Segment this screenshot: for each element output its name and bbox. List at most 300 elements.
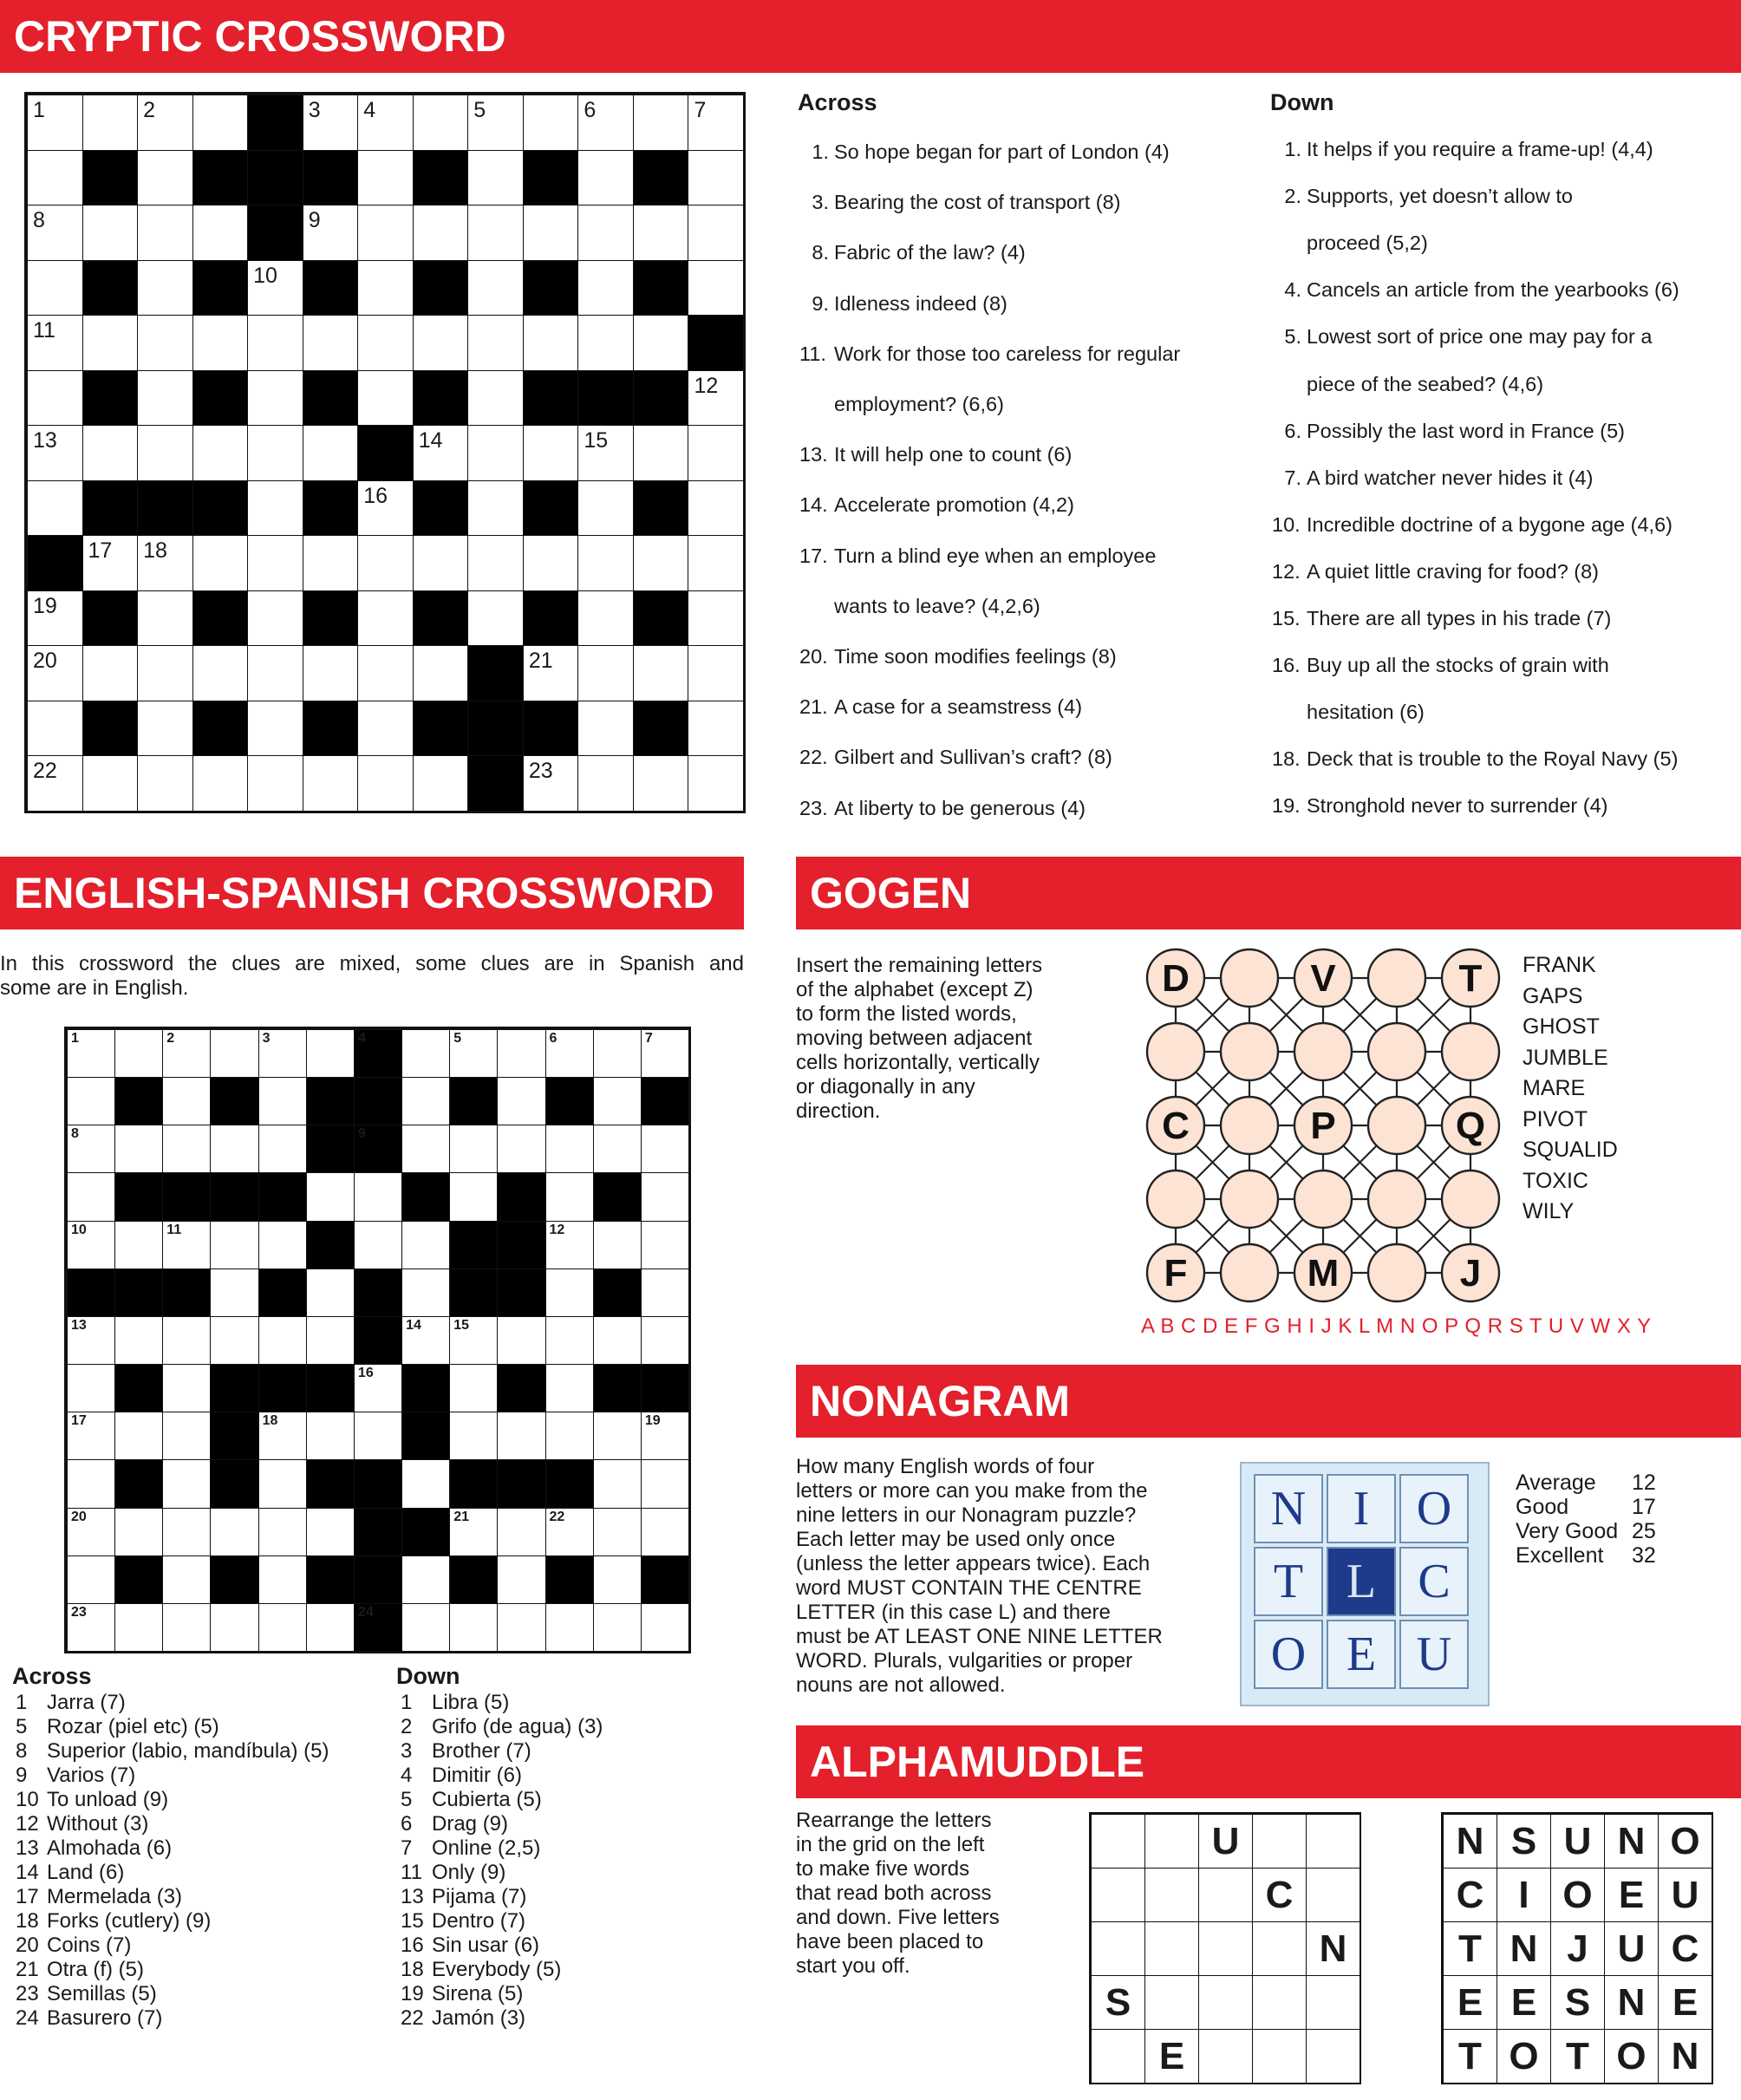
- spanish-cell[interactable]: [354, 1172, 402, 1221]
- spanish-cell[interactable]: [162, 1459, 211, 1508]
- alphamuddle-right-cell[interactable]: [1604, 1975, 1659, 2030]
- cryptic-cell[interactable]: [413, 645, 469, 701]
- spanish-cell[interactable]: [545, 1029, 594, 1078]
- alphamuddle-left-cell[interactable]: [1252, 1975, 1307, 2030]
- cryptic-cell[interactable]: [137, 425, 193, 481]
- cryptic-cell[interactable]: [27, 150, 83, 206]
- spanish-cell[interactable]: [67, 1125, 115, 1173]
- spanish-cell[interactable]: [67, 1459, 115, 1508]
- spanish-cell[interactable]: [401, 1268, 450, 1317]
- spanish-cell[interactable]: [593, 1125, 642, 1173]
- spanish-cell[interactable]: [162, 1412, 211, 1460]
- cryptic-cell[interactable]: [577, 205, 634, 261]
- spanish-cell[interactable]: [449, 1316, 498, 1365]
- spanish-cell[interactable]: [497, 1077, 545, 1125]
- cryptic-cell[interactable]: [633, 535, 689, 591]
- cryptic-cell[interactable]: [688, 205, 744, 261]
- cryptic-cell[interactable]: [633, 645, 689, 701]
- spanish-cell[interactable]: [449, 1125, 498, 1173]
- spanish-cell[interactable]: [593, 1077, 642, 1125]
- cryptic-cell[interactable]: [523, 535, 579, 591]
- cryptic-cell[interactable]: [137, 260, 193, 316]
- cryptic-cell[interactable]: [27, 315, 83, 371]
- cryptic-cell[interactable]: [523, 315, 579, 371]
- alphamuddle-left-cell[interactable]: [1144, 1814, 1199, 1868]
- cryptic-cell[interactable]: [688, 701, 744, 757]
- alphamuddle-left-cell[interactable]: [1198, 1921, 1253, 1976]
- spanish-cell[interactable]: [401, 1077, 450, 1125]
- alphamuddle-right-cell[interactable]: [1443, 1868, 1497, 1922]
- cryptic-cell[interactable]: [467, 205, 524, 261]
- cryptic-cell[interactable]: [688, 425, 744, 481]
- spanish-cell[interactable]: [258, 1125, 307, 1173]
- spanish-cell[interactable]: [449, 1029, 498, 1078]
- cryptic-cell[interactable]: [357, 645, 414, 701]
- spanish-cell[interactable]: [401, 1603, 450, 1652]
- spanish-cell[interactable]: [449, 1412, 498, 1460]
- cryptic-cell[interactable]: [247, 370, 303, 427]
- cryptic-cell[interactable]: [357, 95, 414, 151]
- alphamuddle-right-cell[interactable]: [1658, 1868, 1712, 1922]
- alphamuddle-right-cell[interactable]: [1550, 1975, 1605, 2030]
- alphamuddle-right-cell[interactable]: [1496, 1814, 1551, 1868]
- alphamuddle-left-cell[interactable]: [1306, 1814, 1360, 1868]
- nonagram-centre-cell[interactable]: [1327, 1547, 1396, 1616]
- cryptic-cell[interactable]: [688, 590, 744, 647]
- spanish-cell[interactable]: [114, 1316, 163, 1365]
- gogen-cell[interactable]: [1221, 1171, 1278, 1228]
- spanish-cell[interactable]: [593, 1555, 642, 1604]
- nonagram-cell[interactable]: [1254, 1547, 1323, 1616]
- cryptic-cell[interactable]: [357, 315, 414, 371]
- cryptic-cell[interactable]: [688, 755, 744, 812]
- cryptic-cell[interactable]: [467, 315, 524, 371]
- spanish-cell[interactable]: [162, 1508, 211, 1556]
- cryptic-cell[interactable]: [137, 370, 193, 427]
- spanish-cell[interactable]: [593, 1459, 642, 1508]
- cryptic-cell[interactable]: [82, 425, 139, 481]
- cryptic-cell[interactable]: [413, 315, 469, 371]
- cryptic-cell[interactable]: [523, 95, 579, 151]
- cryptic-cell[interactable]: [247, 480, 303, 537]
- spanish-cell[interactable]: [593, 1221, 642, 1269]
- cryptic-cell[interactable]: [523, 205, 579, 261]
- cryptic-cell[interactable]: [357, 260, 414, 316]
- cryptic-cell[interactable]: [577, 535, 634, 591]
- cryptic-cell[interactable]: [247, 590, 303, 647]
- cryptic-cell[interactable]: [577, 260, 634, 316]
- cryptic-cell[interactable]: [633, 425, 689, 481]
- spanish-cell[interactable]: [162, 1316, 211, 1365]
- gogen-cell[interactable]: [1442, 1171, 1499, 1228]
- alphamuddle-left-cell[interactable]: [1198, 1814, 1253, 1868]
- spanish-cell[interactable]: [306, 1172, 355, 1221]
- spanish-cell[interactable]: [258, 1555, 307, 1604]
- gogen-cell[interactable]: [1221, 949, 1278, 1007]
- alphamuddle-right-cell[interactable]: [1658, 1814, 1712, 1868]
- spanish-cell[interactable]: [162, 1364, 211, 1412]
- spanish-cell[interactable]: [210, 1029, 258, 1078]
- spanish-cell[interactable]: [114, 1603, 163, 1652]
- spanish-cell[interactable]: [641, 1172, 689, 1221]
- spanish-cell[interactable]: [545, 1603, 594, 1652]
- alphamuddle-left-cell[interactable]: [1306, 1868, 1360, 1922]
- spanish-cell[interactable]: [641, 1412, 689, 1460]
- spanish-cell[interactable]: [401, 1029, 450, 1078]
- alphamuddle-left-cell[interactable]: [1144, 1868, 1199, 1922]
- cryptic-cell[interactable]: [137, 535, 193, 591]
- alphamuddle-right-cell[interactable]: [1658, 1921, 1712, 1976]
- spanish-cell[interactable]: [114, 1029, 163, 1078]
- alphamuddle-right-cell[interactable]: [1550, 1814, 1605, 1868]
- alphamuddle-left-cell[interactable]: [1198, 1975, 1253, 2030]
- alphamuddle-right-cell[interactable]: [1496, 1921, 1551, 1976]
- cryptic-cell[interactable]: [633, 95, 689, 151]
- cryptic-cell[interactable]: [247, 425, 303, 481]
- cryptic-cell[interactable]: [523, 425, 579, 481]
- spanish-cell[interactable]: [306, 1316, 355, 1365]
- cryptic-cell[interactable]: [633, 205, 689, 261]
- alphamuddle-right-cell[interactable]: [1496, 1975, 1551, 2030]
- spanish-cell[interactable]: [449, 1603, 498, 1652]
- cryptic-cell[interactable]: [467, 260, 524, 316]
- cryptic-cell[interactable]: [303, 315, 359, 371]
- alphamuddle-right-cell[interactable]: [1604, 1921, 1659, 1976]
- cryptic-cell[interactable]: [577, 701, 634, 757]
- alphamuddle-left-cell[interactable]: [1144, 2029, 1199, 2084]
- spanish-cell[interactable]: [545, 1268, 594, 1317]
- spanish-cell[interactable]: [306, 1029, 355, 1078]
- alphamuddle-left-cell[interactable]: [1252, 1814, 1307, 1868]
- cryptic-cell[interactable]: [577, 755, 634, 812]
- nonagram-cell[interactable]: [1327, 1620, 1396, 1689]
- spanish-cell[interactable]: [401, 1221, 450, 1269]
- cryptic-cell[interactable]: [688, 645, 744, 701]
- cryptic-cell[interactable]: [137, 205, 193, 261]
- cryptic-cell[interactable]: [27, 701, 83, 757]
- cryptic-cell[interactable]: [137, 315, 193, 371]
- spanish-cell[interactable]: [354, 1221, 402, 1269]
- spanish-cell[interactable]: [306, 1268, 355, 1317]
- cryptic-cell[interactable]: [357, 480, 414, 537]
- spanish-cell[interactable]: [258, 1459, 307, 1508]
- cryptic-cell[interactable]: [357, 535, 414, 591]
- spanish-cell[interactable]: [114, 1125, 163, 1173]
- cryptic-cell[interactable]: [82, 645, 139, 701]
- cryptic-cell[interactable]: [27, 425, 83, 481]
- spanish-cell[interactable]: [67, 1555, 115, 1604]
- cryptic-cell[interactable]: [633, 315, 689, 371]
- spanish-cell[interactable]: [162, 1125, 211, 1173]
- alphamuddle-left-cell[interactable]: [1252, 1921, 1307, 1976]
- cryptic-cell[interactable]: [467, 590, 524, 647]
- spanish-cell[interactable]: [162, 1555, 211, 1604]
- spanish-cell[interactable]: [401, 1555, 450, 1604]
- gogen-cell[interactable]: [1294, 1023, 1352, 1080]
- cryptic-cell[interactable]: [27, 370, 83, 427]
- cryptic-cell[interactable]: [27, 755, 83, 812]
- alphamuddle-left-cell[interactable]: [1306, 1975, 1360, 2030]
- spanish-cell[interactable]: [258, 1412, 307, 1460]
- spanish-cell[interactable]: [67, 1364, 115, 1412]
- spanish-cell[interactable]: [497, 1508, 545, 1556]
- cryptic-cell[interactable]: [137, 590, 193, 647]
- alphamuddle-right-cell[interactable]: [1443, 2029, 1497, 2084]
- spanish-cell[interactable]: [67, 1508, 115, 1556]
- cryptic-cell[interactable]: [577, 425, 634, 481]
- cryptic-cell[interactable]: [192, 95, 249, 151]
- cryptic-cell[interactable]: [137, 150, 193, 206]
- cryptic-cell[interactable]: [247, 260, 303, 316]
- cryptic-cell[interactable]: [357, 701, 414, 757]
- spanish-cell[interactable]: [545, 1172, 594, 1221]
- spanish-cell[interactable]: [449, 1364, 498, 1412]
- cryptic-cell[interactable]: [688, 260, 744, 316]
- alphamuddle-left-cell[interactable]: [1091, 1868, 1145, 1922]
- spanish-cell[interactable]: [641, 1316, 689, 1365]
- spanish-cell[interactable]: [545, 1364, 594, 1412]
- spanish-cell[interactable]: [210, 1268, 258, 1317]
- cryptic-cell[interactable]: [303, 755, 359, 812]
- cryptic-cell[interactable]: [467, 425, 524, 481]
- nonagram-cell[interactable]: [1254, 1620, 1323, 1689]
- cryptic-cell[interactable]: [357, 150, 414, 206]
- nonagram-cell[interactable]: [1327, 1474, 1396, 1543]
- cryptic-cell[interactable]: [82, 205, 139, 261]
- nonagram-cell[interactable]: [1399, 1620, 1469, 1689]
- alphamuddle-right-cell[interactable]: [1604, 2029, 1659, 2084]
- cryptic-cell[interactable]: [577, 590, 634, 647]
- spanish-cell[interactable]: [497, 1029, 545, 1078]
- gogen-cell[interactable]: [1221, 1023, 1278, 1080]
- alphamuddle-left-cell[interactable]: [1091, 2029, 1145, 2084]
- alphamuddle-left-cell[interactable]: [1252, 2029, 1307, 2084]
- spanish-cell[interactable]: [114, 1508, 163, 1556]
- cryptic-cell[interactable]: [82, 315, 139, 371]
- spanish-cell[interactable]: [258, 1316, 307, 1365]
- alphamuddle-left-cell[interactable]: [1198, 1868, 1253, 1922]
- spanish-cell[interactable]: [67, 1029, 115, 1078]
- spanish-cell[interactable]: [641, 1459, 689, 1508]
- spanish-cell[interactable]: [210, 1603, 258, 1652]
- gogen-cell[interactable]: [1221, 1244, 1278, 1301]
- spanish-cell[interactable]: [210, 1221, 258, 1269]
- cryptic-cell[interactable]: [247, 755, 303, 812]
- alphamuddle-right-cell[interactable]: [1443, 1921, 1497, 1976]
- spanish-cell[interactable]: [306, 1603, 355, 1652]
- spanish-cell[interactable]: [114, 1412, 163, 1460]
- cryptic-cell[interactable]: [247, 645, 303, 701]
- spanish-cell[interactable]: [401, 1125, 450, 1173]
- spanish-cell[interactable]: [258, 1077, 307, 1125]
- spanish-cell[interactable]: [641, 1508, 689, 1556]
- cryptic-cell[interactable]: [303, 535, 359, 591]
- cryptic-cell[interactable]: [192, 755, 249, 812]
- spanish-cell[interactable]: [354, 1364, 402, 1412]
- spanish-cell[interactable]: [593, 1508, 642, 1556]
- gogen-cell[interactable]: [1147, 1171, 1204, 1228]
- alphamuddle-right-cell[interactable]: [1550, 1868, 1605, 1922]
- cryptic-cell[interactable]: [413, 95, 469, 151]
- spanish-cell[interactable]: [258, 1603, 307, 1652]
- cryptic-cell[interactable]: [247, 701, 303, 757]
- spanish-cell[interactable]: [67, 1316, 115, 1365]
- gogen-cell[interactable]: [1368, 1244, 1425, 1301]
- cryptic-cell[interactable]: [688, 95, 744, 151]
- cryptic-cell[interactable]: [137, 701, 193, 757]
- spanish-cell[interactable]: [306, 1508, 355, 1556]
- spanish-cell[interactable]: [641, 1603, 689, 1652]
- cryptic-cell[interactable]: [357, 370, 414, 427]
- cryptic-cell[interactable]: [357, 205, 414, 261]
- alphamuddle-left-cell[interactable]: [1091, 1975, 1145, 2030]
- gogen-cell[interactable]: [1442, 1023, 1499, 1080]
- cryptic-cell[interactable]: [413, 535, 469, 591]
- spanish-cell[interactable]: [162, 1029, 211, 1078]
- alphamuddle-left-cell[interactable]: [1091, 1921, 1145, 1976]
- alphamuddle-right-cell[interactable]: [1496, 2029, 1551, 2084]
- spanish-cell[interactable]: [162, 1221, 211, 1269]
- spanish-cell[interactable]: [210, 1316, 258, 1365]
- cryptic-cell[interactable]: [27, 645, 83, 701]
- cryptic-cell[interactable]: [192, 645, 249, 701]
- alphamuddle-left-cell[interactable]: [1144, 1975, 1199, 2030]
- cryptic-cell[interactable]: [247, 535, 303, 591]
- cryptic-cell[interactable]: [303, 645, 359, 701]
- spanish-cell[interactable]: [67, 1603, 115, 1652]
- spanish-cell[interactable]: [401, 1316, 450, 1365]
- spanish-cell[interactable]: [545, 1221, 594, 1269]
- spanish-cell[interactable]: [641, 1268, 689, 1317]
- cryptic-cell[interactable]: [467, 480, 524, 537]
- cryptic-cell[interactable]: [137, 645, 193, 701]
- spanish-cell[interactable]: [162, 1077, 211, 1125]
- alphamuddle-right-cell[interactable]: [1550, 2029, 1605, 2084]
- cryptic-cell[interactable]: [688, 535, 744, 591]
- cryptic-cell[interactable]: [303, 425, 359, 481]
- cryptic-cell[interactable]: [82, 535, 139, 591]
- spanish-cell[interactable]: [67, 1412, 115, 1460]
- cryptic-cell[interactable]: [137, 95, 193, 151]
- cryptic-cell[interactable]: [523, 645, 579, 701]
- spanish-cell[interactable]: [162, 1603, 211, 1652]
- alphamuddle-right-cell[interactable]: [1496, 1868, 1551, 1922]
- spanish-cell[interactable]: [545, 1508, 594, 1556]
- gogen-cell[interactable]: [1221, 1097, 1278, 1154]
- cryptic-cell[interactable]: [467, 150, 524, 206]
- spanish-cell[interactable]: [641, 1125, 689, 1173]
- spanish-cell[interactable]: [401, 1459, 450, 1508]
- alphamuddle-left-cell[interactable]: [1091, 1814, 1145, 1868]
- spanish-cell[interactable]: [641, 1029, 689, 1078]
- cryptic-cell[interactable]: [467, 535, 524, 591]
- spanish-cell[interactable]: [593, 1412, 642, 1460]
- cryptic-cell[interactable]: [577, 315, 634, 371]
- cryptic-cell[interactable]: [303, 205, 359, 261]
- spanish-cell[interactable]: [593, 1029, 642, 1078]
- alphamuddle-left-cell[interactable]: [1252, 1868, 1307, 1922]
- spanish-cell[interactable]: [497, 1603, 545, 1652]
- spanish-cell[interactable]: [497, 1555, 545, 1604]
- spanish-cell[interactable]: [497, 1412, 545, 1460]
- spanish-cell[interactable]: [497, 1316, 545, 1365]
- cryptic-cell[interactable]: [192, 425, 249, 481]
- gogen-cell[interactable]: [1294, 1171, 1352, 1228]
- cryptic-cell[interactable]: [577, 150, 634, 206]
- spanish-cell[interactable]: [67, 1221, 115, 1269]
- cryptic-cell[interactable]: [413, 205, 469, 261]
- cryptic-cell[interactable]: [27, 205, 83, 261]
- cryptic-cell[interactable]: [27, 590, 83, 647]
- cryptic-cell[interactable]: [523, 755, 579, 812]
- cryptic-cell[interactable]: [82, 755, 139, 812]
- spanish-cell[interactable]: [545, 1316, 594, 1365]
- spanish-cell[interactable]: [593, 1316, 642, 1365]
- cryptic-cell[interactable]: [688, 370, 744, 427]
- cryptic-cell[interactable]: [82, 95, 139, 151]
- spanish-cell[interactable]: [306, 1412, 355, 1460]
- spanish-cell[interactable]: [67, 1172, 115, 1221]
- spanish-cell[interactable]: [114, 1221, 163, 1269]
- spanish-cell[interactable]: [210, 1125, 258, 1173]
- nonagram-cell[interactable]: [1399, 1547, 1469, 1616]
- cryptic-cell[interactable]: [467, 370, 524, 427]
- spanish-cell[interactable]: [210, 1508, 258, 1556]
- nonagram-cell[interactable]: [1254, 1474, 1323, 1543]
- spanish-cell[interactable]: [258, 1221, 307, 1269]
- spanish-cell[interactable]: [545, 1412, 594, 1460]
- spanish-cell[interactable]: [258, 1508, 307, 1556]
- cryptic-cell[interactable]: [192, 205, 249, 261]
- alphamuddle-right-cell[interactable]: [1443, 1814, 1497, 1868]
- alphamuddle-right-cell[interactable]: [1604, 1868, 1659, 1922]
- alphamuddle-right-cell[interactable]: [1604, 1814, 1659, 1868]
- cryptic-cell[interactable]: [577, 95, 634, 151]
- cryptic-cell[interactable]: [633, 755, 689, 812]
- nonagram-cell[interactable]: [1399, 1474, 1469, 1543]
- cryptic-cell[interactable]: [137, 755, 193, 812]
- gogen-cell[interactable]: [1368, 1097, 1425, 1154]
- cryptic-cell[interactable]: [192, 315, 249, 371]
- cryptic-cell[interactable]: [467, 95, 524, 151]
- gogen-cell[interactable]: [1147, 1023, 1204, 1080]
- cryptic-cell[interactable]: [357, 590, 414, 647]
- alphamuddle-left-cell[interactable]: [1306, 1921, 1360, 1976]
- gogen-cell[interactable]: [1368, 1171, 1425, 1228]
- spanish-cell[interactable]: [593, 1603, 642, 1652]
- cryptic-cell[interactable]: [688, 150, 744, 206]
- alphamuddle-left-cell[interactable]: [1144, 1921, 1199, 1976]
- cryptic-cell[interactable]: [357, 755, 414, 812]
- cryptic-cell[interactable]: [247, 315, 303, 371]
- spanish-cell[interactable]: [354, 1412, 402, 1460]
- cryptic-cell[interactable]: [27, 95, 83, 151]
- cryptic-cell[interactable]: [577, 645, 634, 701]
- cryptic-cell[interactable]: [27, 480, 83, 537]
- gogen-cell[interactable]: [1368, 949, 1425, 1007]
- spanish-cell[interactable]: [449, 1508, 498, 1556]
- alphamuddle-right-cell[interactable]: [1550, 1921, 1605, 1976]
- spanish-cell[interactable]: [449, 1172, 498, 1221]
- alphamuddle-right-cell[interactable]: [1443, 1975, 1497, 2030]
- alphamuddle-right-cell[interactable]: [1658, 1975, 1712, 2030]
- cryptic-cell[interactable]: [577, 480, 634, 537]
- spanish-cell[interactable]: [497, 1125, 545, 1173]
- spanish-cell[interactable]: [258, 1029, 307, 1078]
- cryptic-cell[interactable]: [303, 95, 359, 151]
- cryptic-cell[interactable]: [192, 535, 249, 591]
- spanish-cell[interactable]: [641, 1221, 689, 1269]
